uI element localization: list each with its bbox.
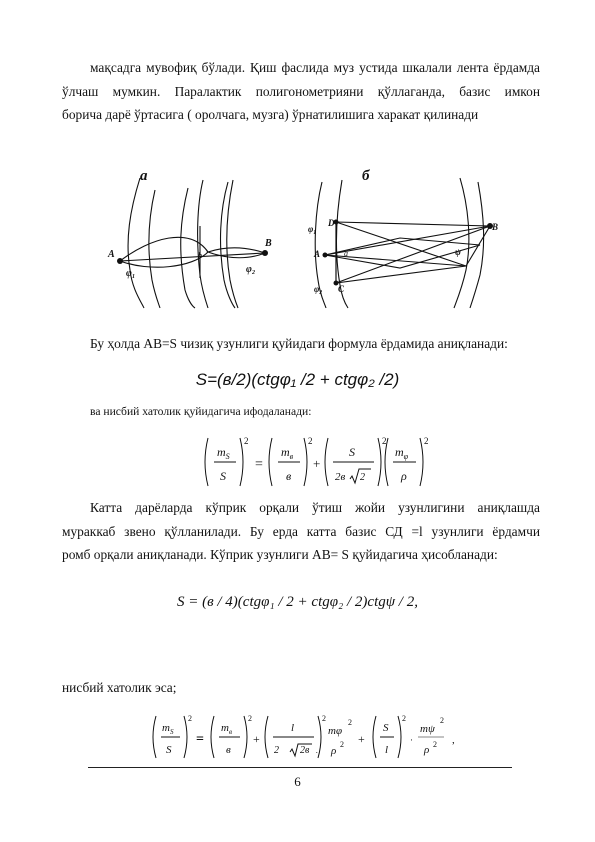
svg-text:mв: $m_в$ <box>281 445 294 461</box>
svg-text:2: 2 <box>244 436 249 446</box>
label-psi: ψ <box>455 247 462 257</box>
text-line: ва нисбий хатолик қуйидагича ифодаланади: <box>90 405 312 418</box>
parallactic-diagram <box>100 160 510 310</box>
svg-text:2: 2 <box>360 472 365 483</box>
svg-text:=: = <box>196 732 204 747</box>
svg-text:2: 2 <box>440 716 444 725</box>
intro-paragraph <box>62 56 540 127</box>
svg-text:+: + <box>358 732 365 746</box>
label-basis-right: a <box>344 249 348 258</box>
label-a: а <box>140 168 148 184</box>
svg-text:2: 2 <box>308 436 313 446</box>
svg-text:,: , <box>452 734 455 746</box>
svg-text:·: · <box>410 735 413 745</box>
svg-text:S: S <box>383 722 389 734</box>
error-intro <box>62 400 540 424</box>
svg-text:=: = <box>255 457 263 472</box>
svg-text:mψ: mψ <box>420 723 435 735</box>
label-point-c: C <box>338 284 345 294</box>
svg-text:mS: $m_S$ <box>217 445 230 461</box>
svg-text:mφ: mφ <box>328 725 343 737</box>
page-number: 6 <box>294 774 301 789</box>
error-intro-2 <box>62 676 540 700</box>
label-point-b-left: B <box>265 238 272 249</box>
svg-text:mв: $m_в$ <box>221 722 232 736</box>
svg-text:S: S <box>220 469 226 483</box>
formula-bridge-length: S = (в / 4)(ctgφ₁ / 2 + ctgφ₂ / 2)ctgψ / 2, <box>177 594 418 610</box>
svg-text:mS: $m_S$ <box>162 722 174 736</box>
svg-text:2: 2 <box>424 436 429 446</box>
svg-text:l: l <box>291 722 295 734</box>
svg-text:2в: 2в <box>300 745 310 756</box>
label-basis-left: b <box>198 251 202 260</box>
text-line: нисбий хатолик эса; <box>62 680 177 695</box>
svg-text:2: 2 <box>402 714 406 723</box>
label-phi2-right: φ₂ <box>314 284 323 294</box>
label-point-a-right: A <box>314 249 321 259</box>
label-point-a-left: A <box>108 249 115 260</box>
svg-text:2: 2 <box>274 745 279 756</box>
svg-text:в: в <box>286 469 292 483</box>
text-line: Бу ҳолда АВ=S чизиқ узунлиги қуйидаги формула ёрдамида аниқланади: <box>90 336 508 351</box>
svg-text:2: 2 <box>433 740 437 749</box>
label-phi1-right: φ₁ <box>308 224 317 234</box>
label-b: б <box>362 168 370 184</box>
text-line: Катта дарёларда кўприк орқали ўтиш жойи узунлигини аниқлашда <box>90 500 540 515</box>
text-line: мақсадга мувофиқ бўлади. Қиш фаслида муз устида шкалали лента ёрдамда <box>90 60 540 75</box>
svg-text:в: в <box>226 744 231 756</box>
svg-text:mφ: $m_\varphi$ <box>395 445 409 461</box>
svg-text:+: + <box>253 732 260 746</box>
text-line: ромб орқали аниқланади. Кўприк узунлиги АВ= S қуйидагича ҳисобланади: <box>62 547 498 562</box>
formula-length: S=(в/2)(ctgφ₁ /2 + ctgφ₂ /2) <box>195 370 400 389</box>
svg-text:ρ: ρ <box>331 745 337 757</box>
svg-text:2: 2 <box>248 714 252 723</box>
point-a-right <box>323 253 328 258</box>
svg-text:+: + <box>313 456 321 471</box>
label-point-b-right: B <box>492 222 499 232</box>
svg-text:ρ: ρ <box>424 744 430 756</box>
formula-relative-error-2 <box>148 712 478 762</box>
bridge-paragraph <box>62 496 540 567</box>
svg-text:2: 2 <box>322 714 326 723</box>
svg-text:S: S <box>349 445 355 459</box>
svg-text:2в: 2в <box>335 471 346 483</box>
text-line: борича дарё ўртасига ( оролчага, музга) ўрнатилишига харакат қилинади <box>62 107 479 122</box>
formula-relative-error-1 <box>200 432 440 492</box>
svg-text:l: l <box>385 744 389 756</box>
label-point-d: D <box>328 218 335 228</box>
formula-intro <box>62 332 540 356</box>
label-phi2-left: φ₂ <box>246 264 256 275</box>
text-line: ўлчаш мумкин. Паралактик полигонометрияни қўллаганда, базис имкон <box>62 83 540 99</box>
svg-text:.: . <box>316 746 318 755</box>
svg-text:2: 2 <box>340 740 344 749</box>
svg-text:2: 2 <box>188 714 192 723</box>
text-line: мураккаб звено қўлланилади. Бу ерда катта базис СД =l узунлиги ёрдамчи <box>62 523 540 539</box>
svg-text:2: 2 <box>382 436 387 446</box>
label-phi1-left: φ₁ <box>126 268 136 279</box>
footer-rule <box>88 767 512 768</box>
svg-text:ρ: ρ <box>401 469 407 483</box>
point-a-left <box>117 258 123 264</box>
svg-text:2: 2 <box>348 718 352 727</box>
point-b-left <box>262 250 268 256</box>
svg-text:S: S <box>166 744 172 756</box>
